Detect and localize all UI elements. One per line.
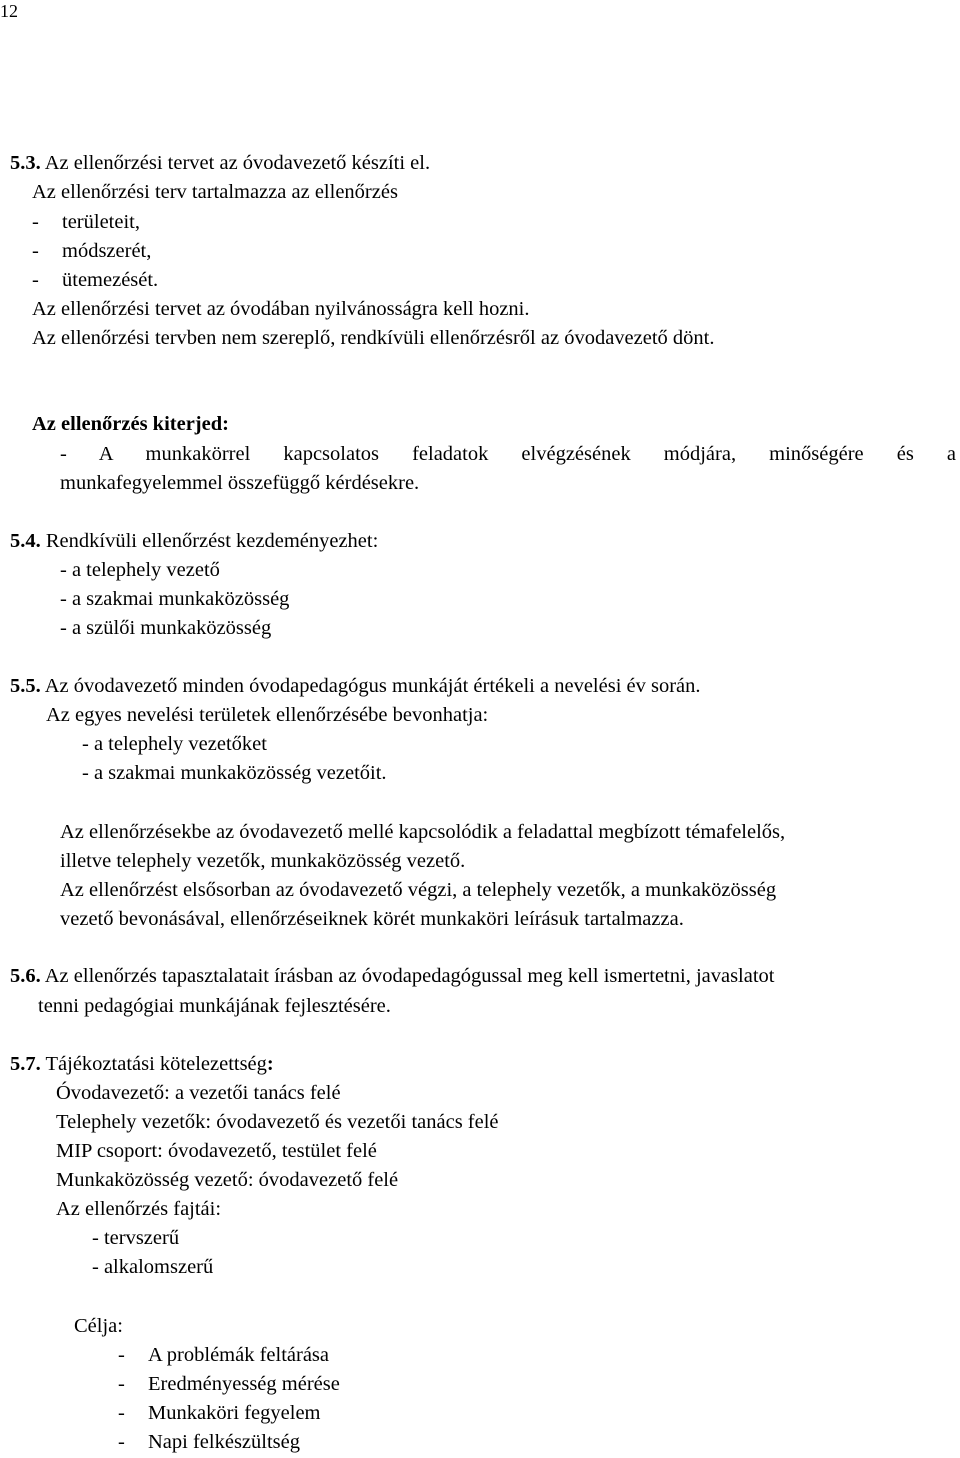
section-5-7-heading (10, 1052, 274, 1076)
section-5-3-intro: Az ellenőrzési terv tartalmazza az ellenőrzés (32, 181, 398, 203)
section-5-6-heading (10, 964, 775, 988)
list-item: - a szakmai munkaközösség vezetőit. (82, 762, 387, 784)
list-item: - a telephely vezetőket (82, 733, 267, 755)
scope-text-line2: munkafegyelemmel összefüggő kérdésekre. (60, 472, 420, 494)
section-number: 5.4. (10, 530, 41, 552)
check-types-label: Az ellenőrzés fajtái: (56, 1198, 222, 1220)
list-item: - területeit, (32, 211, 140, 233)
list-item: - Napi felkészültség (118, 1431, 300, 1453)
section-title: Az ellenőrzési tervet az óvodavezető készíti el. (40, 152, 431, 174)
section-number: 5.7. (10, 1053, 41, 1075)
section-5-5-p2-line2: vezető bevonásával, ellenőrzéseiknek körét munkaköri leírásuk tartalmazza. (60, 908, 684, 930)
list-item: - ütemezését. (32, 269, 159, 291)
list-item: - Munkaköri fegyelem (118, 1402, 321, 1424)
list-item: - a szülői munkaközösség (60, 617, 272, 639)
info-line: MIP csoport: óvodavezető, testület felé (56, 1140, 377, 1162)
list-item: - alkalomszerű (92, 1256, 214, 1278)
section-5-6-line2: tenni pedagógiai munkájának fejlesztésére. (38, 995, 391, 1017)
section-5-5-p1-line1: Az ellenőrzésekbe az óvodavezető mellé kapcsolódik a feladattal megbízott témafelelős, (60, 821, 786, 843)
info-line: Óvodavezető: a vezetői tanács felé (56, 1082, 341, 1104)
goal-label: Célja: (74, 1315, 123, 1337)
list-item: - Eredményesség mérése (118, 1373, 340, 1395)
section-5-3-line1: Az ellenőrzési tervet az óvodában nyilvánosságra kell hozni. (32, 298, 530, 320)
section-number: 5.3. (10, 152, 41, 174)
section-5-5-heading (10, 674, 701, 698)
section-number: 5.6. (10, 965, 41, 987)
scope-heading: Az ellenőrzés kiterjed: (32, 413, 229, 435)
section-5-5-line1: Az egyes nevelési területek ellenőrzésébe bevonhatja: (46, 704, 489, 726)
scope-text-line1: - A munkakörrel kapcsolatos feladatok elvégzésének módjára, minőségére és a (60, 443, 956, 465)
section-5-5-p1-line2: illetve telephely vezetők, munkaközösség vezető. (60, 850, 466, 872)
section-colon: : (266, 1053, 274, 1075)
section-5-5-p2-line1: Az ellenőrzést elsősorban az óvodavezető végzi, a telephely vezetők, a munkaközösség (60, 879, 777, 901)
section-title: Az ellenőrzés tapasztalatait írásban az óvodapedagógussal meg kell ismertetni, javaslatot (40, 965, 775, 987)
section-5-3-heading (10, 151, 430, 175)
page-number: 12 (0, 1, 18, 21)
list-item: - a telephely vezető (60, 559, 220, 581)
list-item: - tervszerű (92, 1227, 180, 1249)
list-item: - módszerét, (32, 240, 152, 262)
info-line: Munkaközösség vezető: óvodavezető felé (56, 1169, 399, 1191)
section-title: Tájékoztatási kötelezettség (40, 1053, 267, 1075)
list-item: - A problémák feltárása (118, 1344, 330, 1366)
section-number: 5.5. (10, 675, 41, 697)
section-5-4-heading (10, 529, 378, 553)
section-title: Az óvodavezető minden óvodapedagógus munkáját értékeli a nevelési év során. (40, 675, 701, 697)
section-title: Rendkívüli ellenőrzést kezdeményezhet: (40, 530, 379, 552)
list-item: - a szakmai munkaközösség (60, 588, 290, 610)
section-5-3-line2: Az ellenőrzési tervben nem szereplő, rendkívüli ellenőrzésről az óvodavezető dönt. (32, 327, 715, 349)
info-line: Telephely vezetők: óvodavezető és vezetői tanács felé (56, 1111, 499, 1133)
